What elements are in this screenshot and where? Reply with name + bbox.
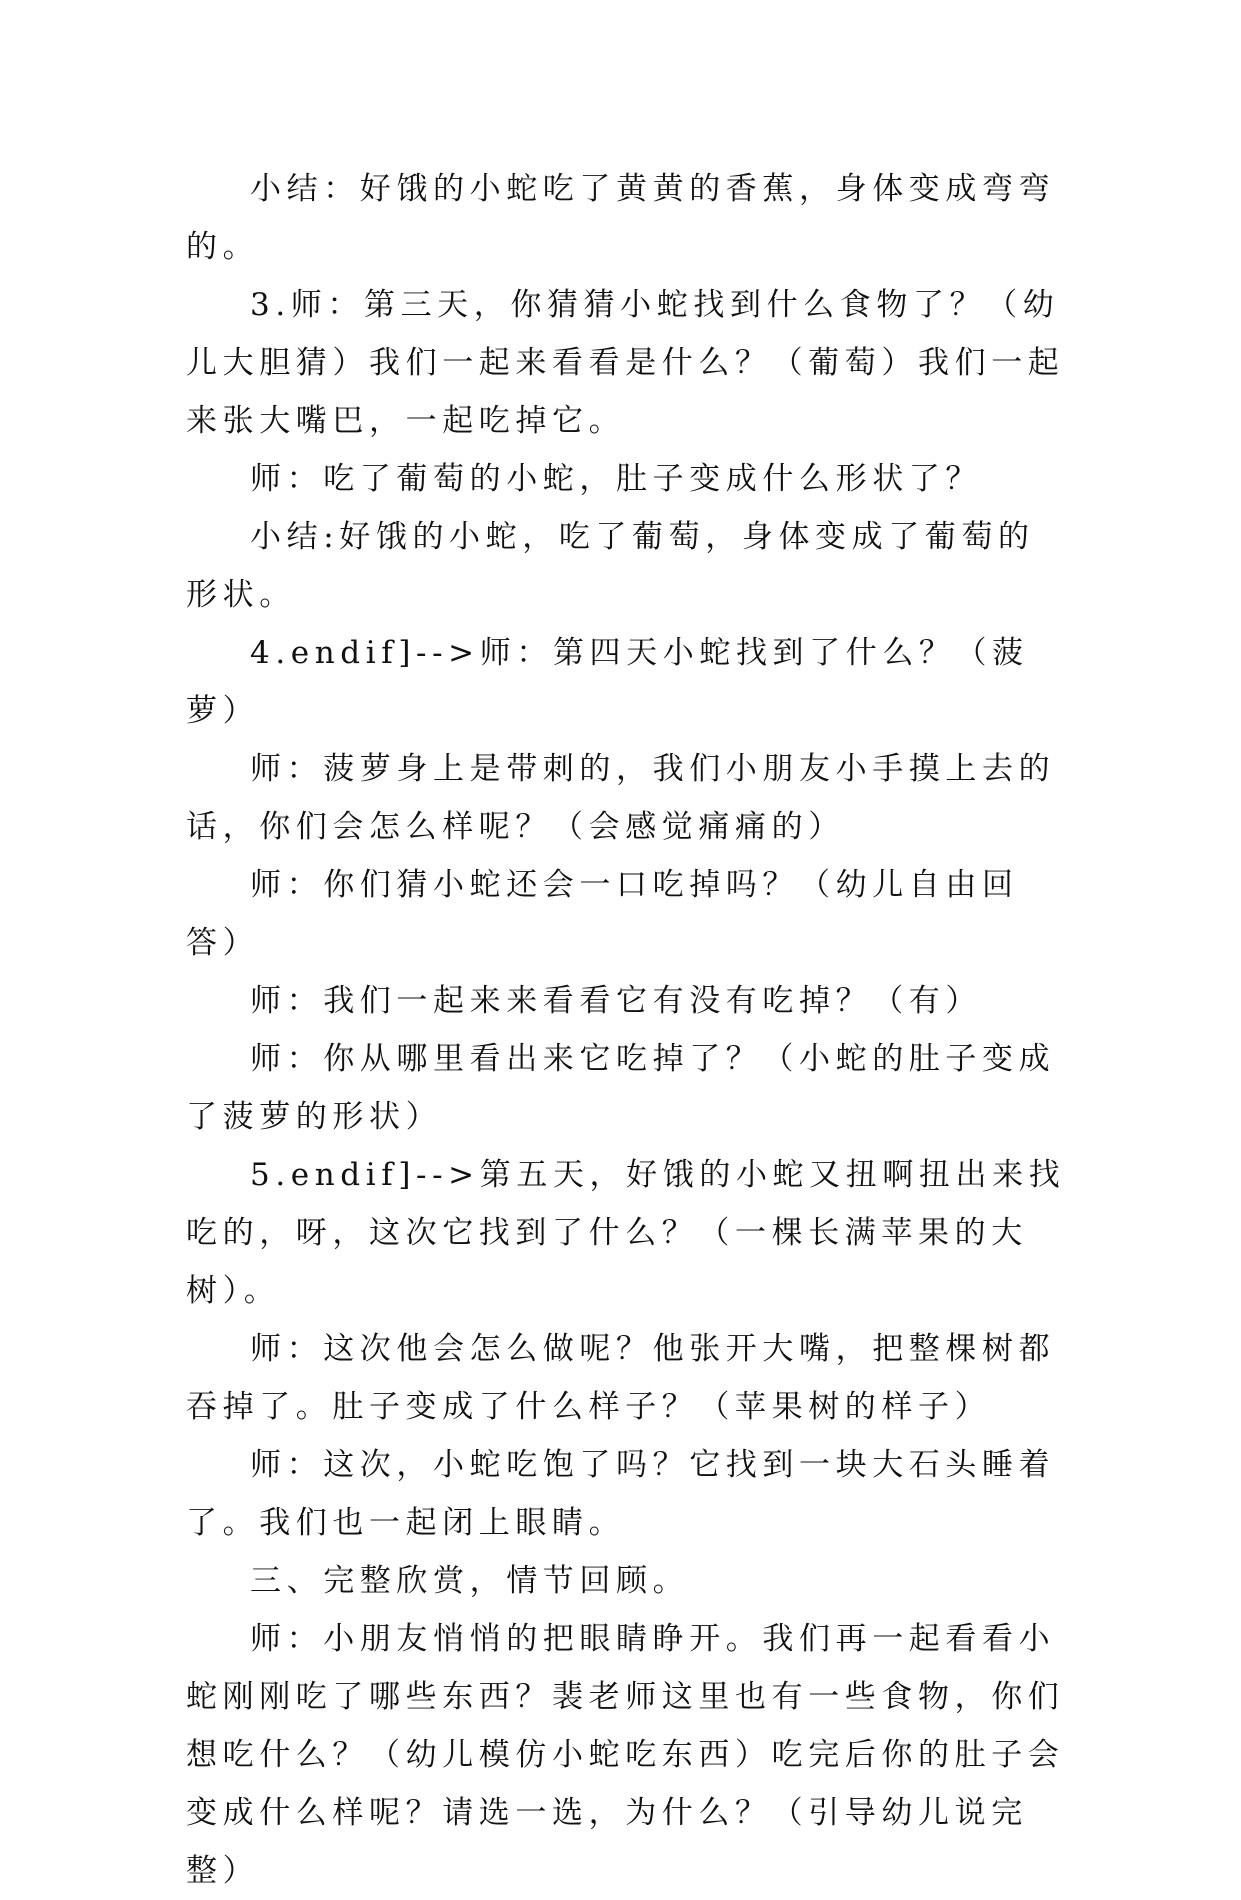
paragraph: 师：这次，小蛇吃饱了吗？它找到一块大石头睡着了。我们也一起闭上眼睛。 — [186, 1447, 1056, 1541]
paragraph: 师：你们猜小蛇还会一口吃掉吗？（幼儿自由回答） — [186, 867, 1019, 961]
paragraph: 师：菠萝身上是带刺的，我们小朋友小手摸上去的话，你们会怎么样呢？（会感觉痛痛的） — [186, 751, 1056, 845]
document-body — [186, 160, 1066, 1900]
paragraph: 小结:好饿的小蛇，吃了葡萄，身体变成了葡萄的形状。 — [186, 519, 1035, 613]
paragraph: 3.师：第三天，你猜猜小蛇找到什么食物了？（幼儿大胆猜）我们一起来看看是什么？（葡萄）我们一起来张大嘴巴，一起吃掉它。 — [186, 287, 1065, 439]
paragraph: 小结：好饿的小蛇吃了黄黄的香蕉，身体变成弯弯的。 — [186, 171, 1056, 265]
paragraph: 师：我们一起来来看看它有没有吃掉？（有） — [250, 983, 982, 1019]
paragraph: 4.endif]-->师：第四天小蛇找到了什么？（菠萝） — [186, 635, 1029, 729]
paragraph: 师：这次他会怎么做呢？他张开大嘴，把整棵树都吞掉了。肚子变成了什么样子？（苹果树的样子） — [186, 1331, 1056, 1425]
section-heading: 三、完整欣赏，情节回顾。 — [250, 1563, 690, 1599]
paragraph: 师：吃了葡萄的小蛇，肚子变成什么形状了？ — [250, 461, 982, 497]
paragraph: 5.endif]-->第五天，好饿的小蛇又扭啊扭出来找吃的，呀，这次它找到了什么？（一棵长满苹果的大树）。 — [186, 1157, 1066, 1309]
paragraph: 师：小朋友悄悄的把眼睛睁开。我们再一起看看小蛇刚刚吃了哪些东西？裴老师这里也有一些食物，你们想吃什么？（幼儿模仿小蛇吃东西）吃完后你的肚子会变成什么样呢？请选一选，为什么？（引导幼儿说完整） — [186, 1621, 1065, 1889]
paragraph: 师：你从哪里看出来它吃掉了？（小蛇的肚子变成了菠萝的形状） — [186, 1041, 1056, 1135]
